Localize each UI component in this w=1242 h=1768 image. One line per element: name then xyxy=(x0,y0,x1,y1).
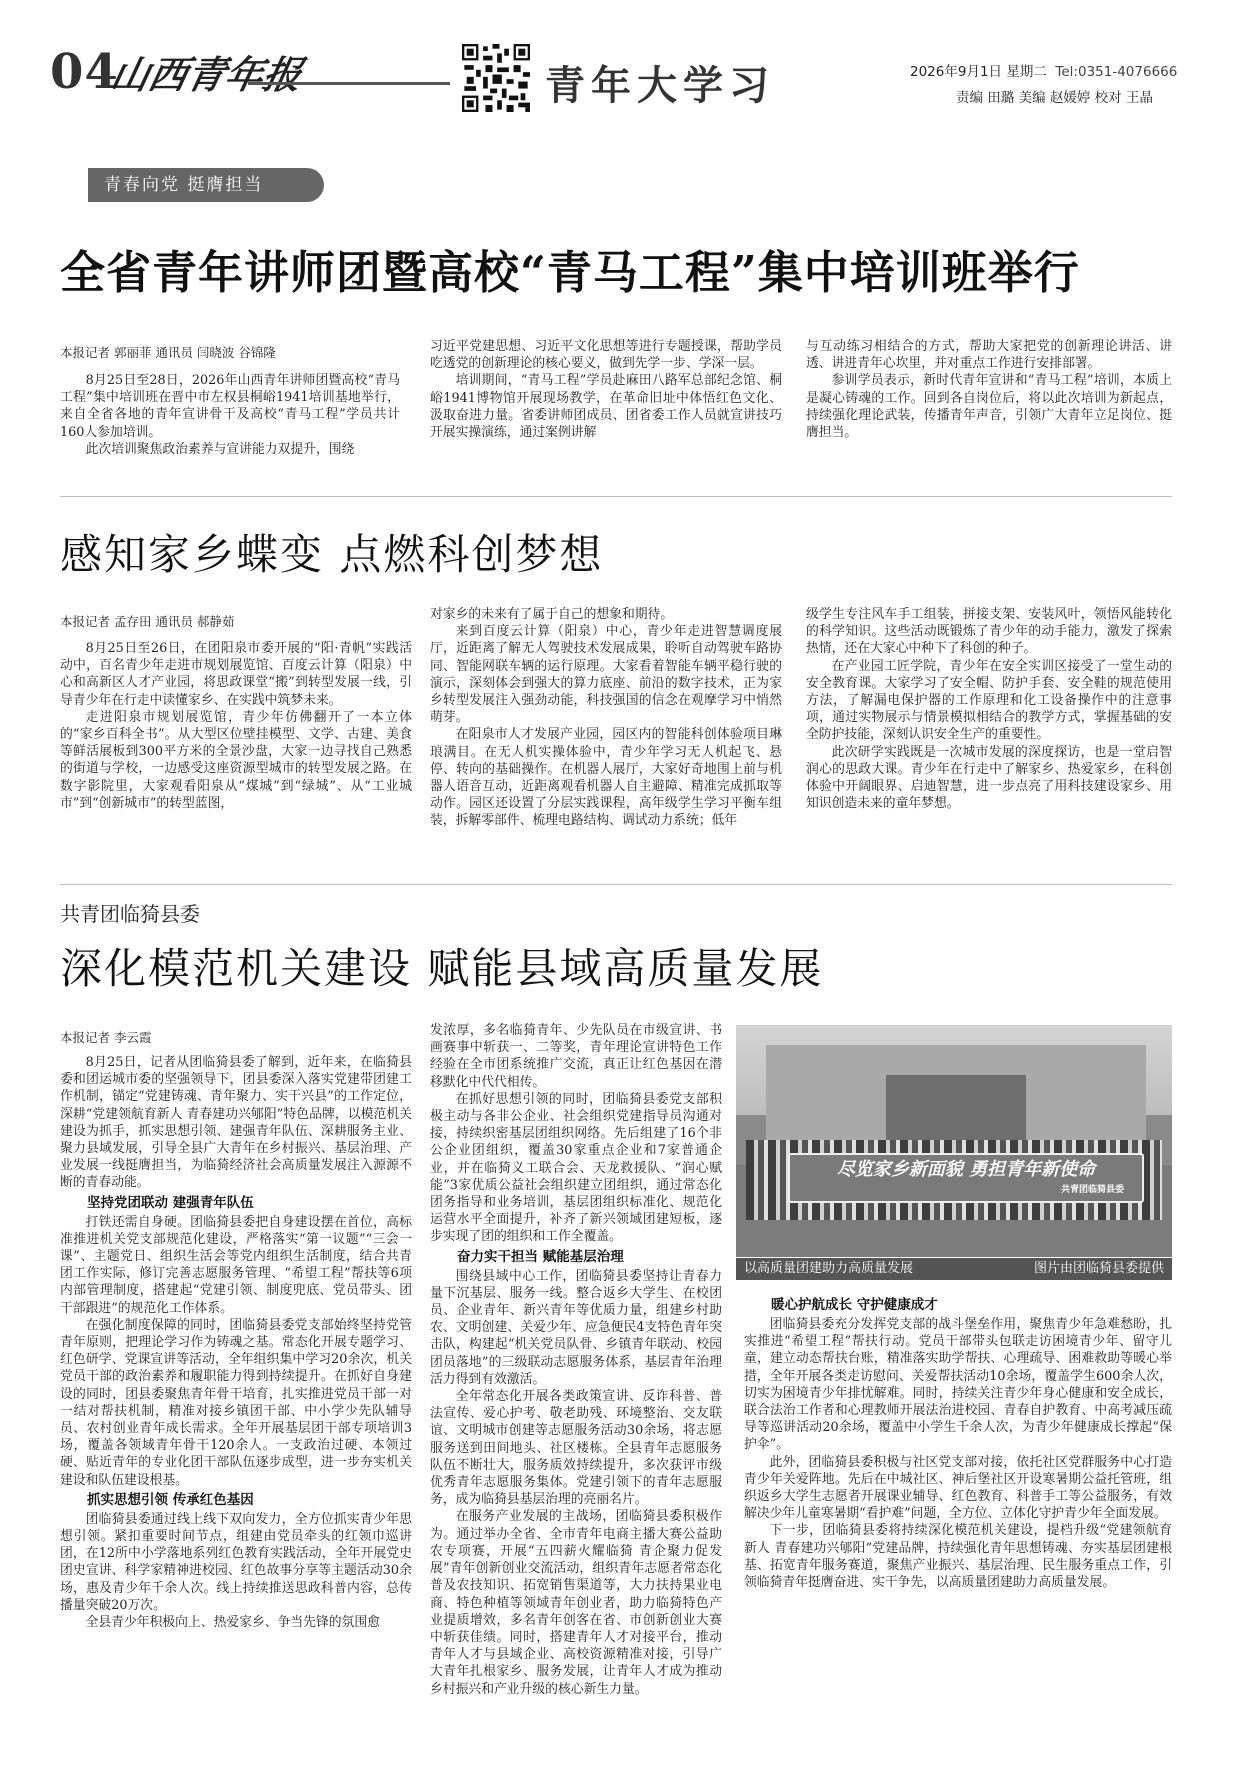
article1-column-1 xyxy=(60,372,400,482)
paragraph: 在服务产业发展的主战场，团临猗县委积极作为。通过举办全省、全市青年电商主播大赛公益助农专项赛，开展“五四薪火耀临猗 青企聚力促发展”青年创新创业交流活动，组织青年志愿者常态化普及农技知识、拓宽销售渠道等，大力扶持果业电商、特色种植等领域青年创业者，助力临猗特色产业提质增效，多名青年创客在省、市创新创业大赛中斩获佳绩。同时，搭建青年人才对接平台，推动青年人才与县域企业、高校资源精准对接，引导广大青年扎根家乡、服务发展，让青年人才成为推动乡村振兴和产业升级的核心新生力量。 xyxy=(430,1509,722,1697)
subheading: 暖心护航成长 守护健康成才 xyxy=(771,1297,938,1313)
paragraph: 围绕县域中心工作，团临猗县委坚持让青春力量下沉基层、服务一线。整合返乡大学生、在校团员、企业青年、新兴青年等优质力量，组建乡村助农、文明创建、关爱少年、应急便民4支特色青年突击队，构建起“机关党员队骨、乡镇青年联动、校园团员落地”的三级联动志愿服务体系，基层青年治理活力得到有效激活。 xyxy=(430,1268,722,1387)
paragraph: 在阳泉市人才发展产业园，园区内的智能科创体验项目琳琅满目。在无人机实操体验中，青少年学习无人机起飞、悬停、转向的基础操作。在机器人展厅，大家好奇地围上前与机器人语音互动，近距离观看机器人自主避障、精准完成抓取等动作。园区还设置了分层实践课程，高年级学生学习平衡车组装，拆解零部件、梳理电路结构、调试动力系统；低年 xyxy=(430,727,782,829)
subheading: 抓实思想引领 传承红色基因 xyxy=(87,1491,254,1508)
paragraph: 参训学员表示，新时代青年宣讲和“青马工程”培训，本质上是凝心铸魂的工作。回到各自岗位后，将以此次培训为新起点，持续强化理论武装，传播青年声音，引领广大青年立足岗位、挺膺担当。 xyxy=(806,373,1172,441)
article1-headline: 全省青年讲师团暨高校“青马工程”集中培训班举行 xyxy=(60,246,1080,299)
article3-column-1 xyxy=(60,1054,412,1758)
article2-column-3 xyxy=(806,606,1172,872)
photo-credit: 图片由团临猗县委提供 xyxy=(1033,1261,1164,1276)
qr-code-icon xyxy=(462,44,530,112)
article3-column-3 xyxy=(744,1294,1172,1758)
paragraph: 在抓好思想引领的同时，团临猗县委党支部积极主动与各非公企业、社会组织党建指导员沟通对接，持续织密基层团组织网络。先后组建了16个非公企业团组织，覆盖30家重点企业和7家普通企业，并在临猗义工联合会、天龙救援队、“润心赋能”3家优质公益社会组织建立团组织，通过常态化团务指导和业务培训，基层团组织标准化、规范化运营水平全面提升，补齐了新兴领域团建短板，逐步实现了团的组织和工作全覆盖。 xyxy=(430,1091,722,1245)
page-number: 04 xyxy=(50,44,119,100)
paragraph: 在强化制度保障的同时，团临猗县委党支部始终坚持党管青年原则，把理论学习作为铸魂之基。常态化开展专题学习、红色研学、党课宣讲等活动，全年组织集中学习20余次，机关党员干部的政治素养和履职能力得到持续提升。在抓好自身建设的同时，团县委聚焦青年骨干培育，扎实推进党员干部一对一结对帮扶机制，精准对接乡镇团干部、中小学少先队辅导员、农村创业青年成长需求。全年开展基层团干部专项培训3场，覆盖各领域青年骨干120余人。一支政治过硬、本领过硬、贴近青年的专业化团干部队伍逐步成型，进一步夯实机关建设和队伍建设根基。 xyxy=(60,1317,412,1488)
caption-text: 以高质量团建助力高质量发展 xyxy=(744,1261,914,1276)
article1-column-2 xyxy=(430,338,782,482)
section-divider xyxy=(60,496,1172,497)
banner-organization: 共青团临猗县委 xyxy=(1060,1185,1124,1195)
date: 2026年9月1日 星期二 xyxy=(910,64,1047,80)
article2-column-1 xyxy=(60,640,412,872)
paragraph: 8月25日至28日，2026年山西青年讲师团暨高校“青马工程”集中培训班在晋中市左权县桐峪1941培训基地举行，来自全省各地的青年宣讲骨干及高校“青马工程”学员共计160人参加培训。 xyxy=(60,373,400,440)
paragraph: 全年常态化开展各类政策宣讲、反诈科普、普法宣传、爱心护考、敬老助残、环境整治、交友联谊、文明城市创建等志愿服务活动30余场，将志愿服务送到田间地头、社区楼栋。全县青年志愿服务队伍不断壮大，服务质效持续提升，多次获评市级优秀青年志愿服务集体。党建引领下的青年志愿服务，成为临猗县基层治理的亮丽名片。 xyxy=(430,1389,722,1508)
article3-byline: 本报记者 李云霞 xyxy=(60,1030,152,1045)
paragraph: 团临猗县委通过线上线下双向发力，全方位抓实青少年思想引领。紧扣重要时间节点，组建由党员牵头的红领巾巡讲团，在12所中小学落地系列红色教育实践活动，全年开展党史团史宣讲、科学家精神进校园、红色故事分享等主题活动30余场，惠及青少年千余人次。线上持续推送思政科普内容，总传播量突破20万次。 xyxy=(60,1511,412,1613)
paragraph: 习近平党建思想、习近平文化思想等进行专题授课，帮助学员吃透党的创新理论的核心要义，做到先学一步、学深一层。 xyxy=(430,339,782,372)
photo-banner xyxy=(788,1153,1144,1203)
paragraph: 培训期间，“青马工程”学员赴麻田八路军总部纪念馆、桐峪1941博物馆开展现场教学，在革命旧址中体悟红色文化、汲取奋进力量。省委讲师团成员、团省委工作人员就宣讲技巧开展实操演练，通过案例讲解 xyxy=(430,373,782,441)
article3-column-2 xyxy=(430,1022,722,1758)
paragraph: 此外，团临猗县委积极与社区党支部对接，依托社区党群服务中心打造青少年关爱阵地。先后在中城社区、神后堡社区开设寒暑期公益托管班，组织返乡大学生志愿者开展课业辅导、红色教育、科普手工等公益服务，有效解决少年儿童寒暑期“看护难”问题，全方位、立体化守护青少年全面发展。 xyxy=(744,1454,1172,1522)
paragraph: 此次研学实践既是一次城市发展的深度探访，也是一堂启智润心的思政大课。青少年在行走中了解家乡、热爱家乡，在科创体验中开阔眼界、启迪智慧，进一步点亮了用科技建设家乡、用知识创造未来的童年梦想。 xyxy=(806,744,1172,812)
group-photo xyxy=(736,1025,1172,1257)
section-divider xyxy=(60,884,1172,885)
editor-credits: 责编 田璐 美编 赵媛婷 校对 王晶 xyxy=(956,90,1153,106)
paragraph: 下一步，团临猗县委将持续深化模范机关建设，提档升级“党建领航育新人 青春建功兴郇阳”党建品牌，持续强化青年思想铸魂、夯实基层团建根基、拓宽青年服务赛道，聚焦产业振兴、基层治理、民生服务重点工作，引领临猗青年挺膺奋进、实干争先，以高质量团建助力高质量发展。 xyxy=(744,1523,1172,1591)
article1-byline: 本报记者 郭丽菲 通讯员 闫晓波 谷锦隆 xyxy=(60,345,276,360)
paragraph: 8月25日至26日，在团阳泉市委开展的“阳·青帆”实践活动中，百名青少年走进市规划展览馆、百度云计算（阳泉）中心和高新区人才产业园，将思政课堂“搬”到转型发展一线，引导青少年在行走中读懂家乡、在实践中筑梦未来。 xyxy=(60,641,412,708)
subheading: 坚持党团联动 建强青年队伍 xyxy=(87,1194,254,1211)
paragraph: 打铁还需自身硬。团临猗县委把自身建设摆在首位，高标准推进机关党支部规范化建设，严格落实“第一议题”“三会一课”、主题党日、组织生活会等党内组织生活制度，结合共青团工作实际，修订完善志愿服务管理、“希望工程”帮扶等6项内部管理制度，搭建起“党建引领、制度兜底、党员带头、团干部跟进”的规范化工作体系。 xyxy=(60,1214,412,1316)
paragraph: 来到百度云计算（阳泉）中心，青少年走进智慧调度展厅，近距离了解无人驾驶技术发展成果，聆听自动驾驶车路协同、智能网联车辆的运行原理。大家看着智能车辆平稳行驶的演示，深刻体会到强大的算力底座、前沿的数字技术，正为家乡转型发展注入强劲动能，科技强国的信念在观摩学习中悄然萌芽。 xyxy=(430,624,782,726)
article1-column-3 xyxy=(806,338,1172,482)
masthead-divider xyxy=(248,82,450,85)
article2-column-2 xyxy=(430,606,782,872)
article2-headline: 感知家乡蝶变 点燃科创梦想 xyxy=(60,530,604,579)
paragraph: 走进阳泉市规划展览馆，青少年仿佛翻开了一本立体的“家乡百科全书”。从大型区位壁挂模型、文学、古建、美食等鲜活展板到300平方米的全景沙盘，大家一边寻找自己熟悉的街道与学校，一边感受这座资源型城市的转型发展之路。在数字影院里，大家观看阳泉从“煤城”到“绿城”、从“工业城市”到“创新城市”的转型蓝图， xyxy=(60,709,412,811)
paragraph: 对家乡的未来有了属于自己的想象和期待。 xyxy=(430,607,674,622)
paragraph: 团临猗县委充分发挥党支部的战斗堡垒作用，聚焦青少年急难愁盼，扎实推进“希望工程”帮扶行动。党员干部带头包联走访困境青少年、留守儿童，建立动态帮扶台账，精准落实助学帮扶、心理疏导、困难救助等暖心举措，全年开展各类走访慰问、关爱帮扶活动10余场，覆盖学生600余人次，切实为困境青少年排忧解难。同时，持续关注青少年身心健康和安全成长，联合法治工作者和心理教师开展法治进校园、青春自护教育、中高考减压疏导等巡讲活动20余场，覆盖中小学生千余人次，为青少年健康成长撑起“保护伞”。 xyxy=(744,1317,1172,1453)
section-name: 青年大学习 xyxy=(545,62,775,109)
newspaper-logo: 山西青年报 xyxy=(106,52,307,97)
article3-headline: 深化模范机关建设 赋能县域高质量发展 xyxy=(60,944,824,993)
paragraph: 此次培训聚焦政治素养与宣讲能力双提升，围绕 xyxy=(85,441,355,457)
paragraph: 全县青少年积极向上、热爱家乡、争当先锋的氛围愈 xyxy=(85,1615,380,1631)
paragraph: 发浓厚，多名临猗青年、少先队员在市级宣讲、书画赛事中斩获一、二等奖，青年理论宣讲特色工作经验在全市团系统推广交流，真正让红色基因在潜移默化中代代相传。 xyxy=(430,1023,722,1090)
subheading: 奋力实干担当 赋能基层治理 xyxy=(457,1248,624,1265)
article3-kicker: 共青团临猗县委 xyxy=(60,902,200,926)
paragraph: 8月25日，记者从团临猗县委了解到，近年来，在临猗县委和团运城市委的坚强领导下，团县委深入落实党建带团建工作机制，锚定“党建铸魂、青年聚力、实干兴县”的工作定位，深耕“党建领航育新人 青春建功兴郇阳”特色品牌，以模范机关建设为抓手，抓实思想引领、建强青年队伍、深耕服务主业、聚力县域发展，引导全县广大青年在乡村振兴、基层治理、产业发展一线挺膺担当，为临猗经济社会高质量发展注入源源不断的青春动能。 xyxy=(60,1055,412,1191)
banner-slogan: 尽览家乡新面貌 勇担青年新使命 xyxy=(836,1159,1096,1180)
paragraph: 级学生专注风车手工组装，拼接支架、安装风叶，领悟风能转化的科学知识。这些活动既锻炼了青少年的动手能力，激发了探索热情，还在大家心中种下了科创的种子。 xyxy=(806,607,1172,657)
article2-byline: 本报记者 孟存田 通讯员 郝静茹 xyxy=(60,614,235,629)
article1-kicker: 青春向党 挺膺担当 xyxy=(88,168,324,202)
photo-caption xyxy=(736,1258,1172,1280)
dateline xyxy=(910,60,1177,80)
paragraph: 与互动练习相结合的方式，帮助大家把党的创新理论讲活、讲透、讲进青年心坎里，并对重点工作进行安排部署。 xyxy=(806,339,1172,372)
paragraph: 在产业园工匠学院，青少年在安全实训区接受了一堂生动的安全教育课。大家学习了安全帽、防护手套、安全鞋的规范使用方法，了解漏电保护器的工作原理和化工设备操作中的注意事项，通过实物展示与情景模拟相结合的教学方式，掌握基础的安全防护技能，深刻认识安全生产的重要性。 xyxy=(806,658,1172,743)
telephone: Tel:0351-4076666 xyxy=(1055,64,1178,80)
